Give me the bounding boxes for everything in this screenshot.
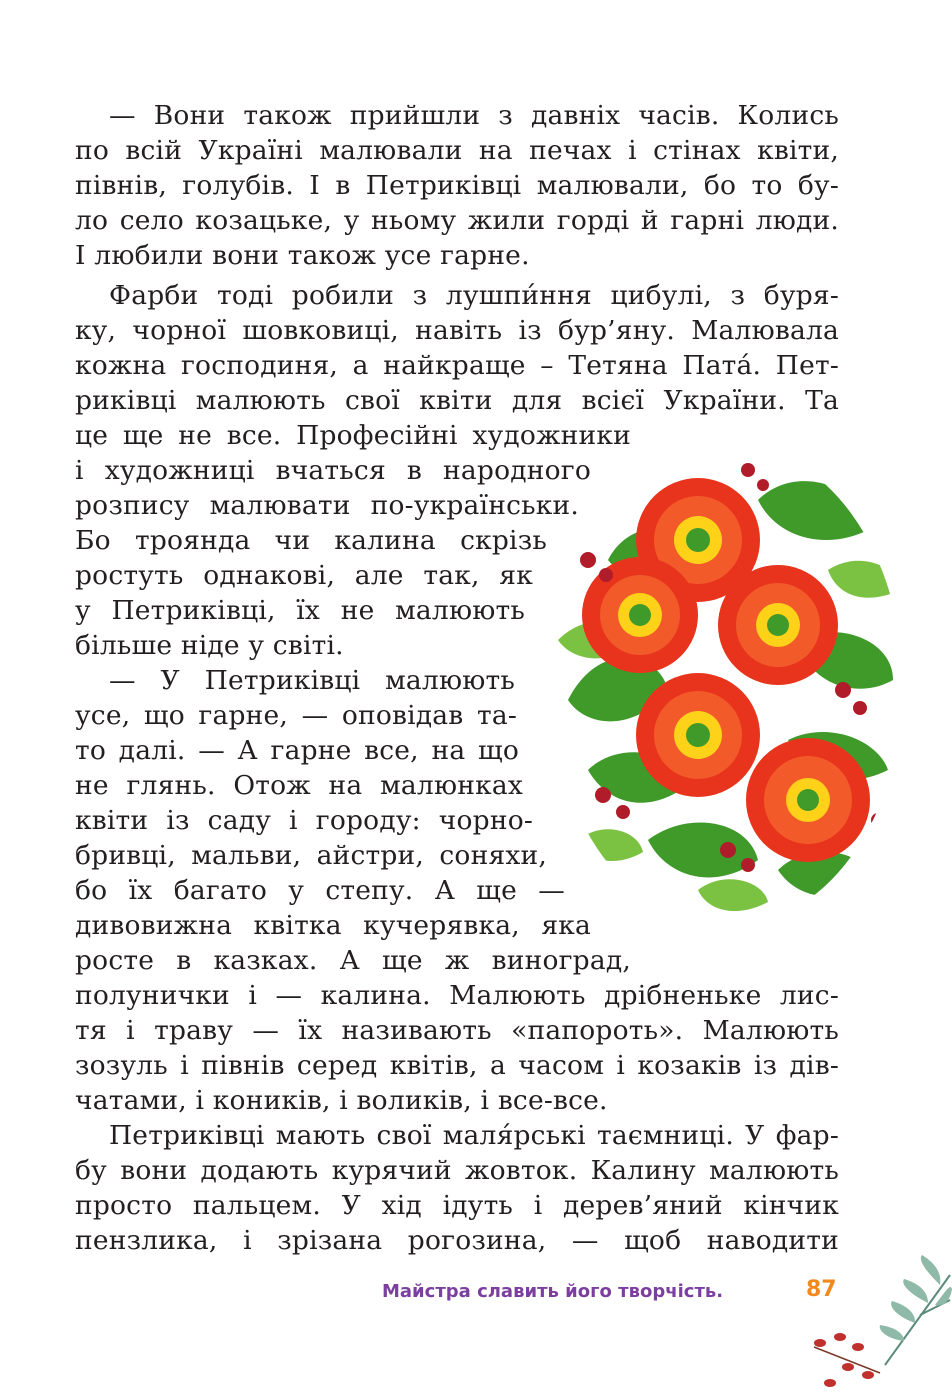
line-28: зозуль і півнів серед квітів, а часом і козаків із дів- <box>75 1050 839 1081</box>
line-25: росте в казках. А ще ж виноград, <box>75 945 631 976</box>
line-18: усе, що гарне, — оповідав та- <box>75 700 517 731</box>
line-9: риківці малюють свої квіти для всієї України. Та <box>75 385 839 416</box>
line-5: І любили вони також усе гарне. <box>75 240 530 271</box>
line-14: ростуть однакові, але так, як <box>75 560 533 591</box>
line-20: не глянь. Отож на малюнках <box>75 770 523 801</box>
line-13: Бо троянда чи калина скрізь <box>75 525 547 556</box>
line-26: полунички і — калина. Малюють дрібненьке лис- <box>75 980 839 1011</box>
footer-title: Майстра славить його творчість. <box>382 1281 724 1302</box>
line-32: просто пальцем. У хід ідуть і дерев’яний кінчик <box>75 1190 839 1221</box>
line-1: — Вони також прийшли з давніх часів. Колись <box>109 100 839 131</box>
petrykivka-flower-ornament-icon <box>548 440 906 930</box>
line-16: більше ніде у світі. <box>75 630 344 661</box>
line-21: квіти із саду і городу: чорно- <box>75 805 533 836</box>
line-33: пензлика, і зрізана рогозина, — щоб наводити <box>75 1225 839 1256</box>
line-22: бривці, мальви, айстри, соняхи, <box>75 840 547 871</box>
line-10: це ще не все. Професійні художники <box>75 420 631 451</box>
line-8: кожна господиня, а найкраще – Тетяна Пата́. Пет- <box>75 350 839 381</box>
line-7: ку, чорної шовковиці, навіть із бур’яну. Малювала <box>75 315 839 346</box>
line-30: Петриківці мають свої маля́рські таємниці. У фар- <box>109 1120 839 1151</box>
line-6: Фарби тоді робили з лушпи́ння цибулі, з буря- <box>109 280 839 311</box>
line-19: то далі. — А гарне все, на що <box>75 735 519 766</box>
line-11: і художниці вчаться в народного <box>75 455 591 486</box>
line-29: чатами, і коників, і воликів, і все-все. <box>75 1085 608 1116</box>
line-3: півнів, голубів. І в Петриківці малювали, бо то бу- <box>75 170 839 201</box>
page-number: 87 <box>806 1277 837 1302</box>
line-17: — У Петриківці малюють <box>109 665 515 696</box>
line-15: у Петриківці, їх не малюють <box>75 595 525 626</box>
line-27: тя і траву — їх називають «папороть». Малюють <box>75 1015 839 1046</box>
line-31: бу вони додають курячий жовток. Калину малюють <box>75 1155 839 1186</box>
line-24: дивовижна квітка кучерявка, яка <box>75 910 591 941</box>
line-2: по всій Україні малювали на печах і стінах квіти, <box>75 135 839 166</box>
leaf-branch-icon <box>800 1255 952 1394</box>
line-23: бо їх багато у степу. А ще — <box>75 875 565 906</box>
line-12: розпису малювати по-українськи. <box>75 490 579 521</box>
line-4: ло село козацьке, у ньому жили горді й гарні люди. <box>75 205 839 236</box>
